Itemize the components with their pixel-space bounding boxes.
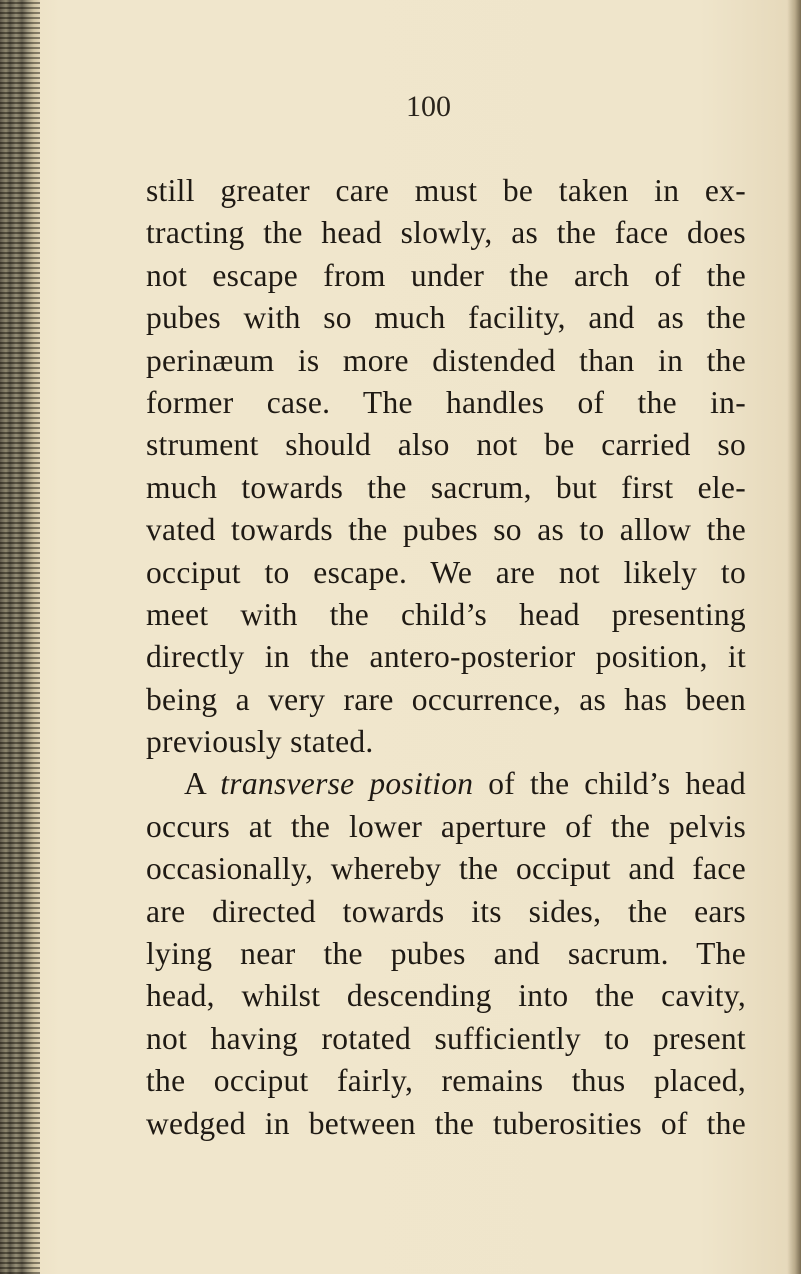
- text-line: directly in the antero-posterior position, it: [146, 639, 746, 675]
- text-line: much towards the sacrum, but first ele-: [146, 469, 746, 505]
- text-line: lying near the pubes and sacrum. The: [146, 936, 746, 972]
- text-line: not escape from under the arch of the: [146, 257, 746, 293]
- text-line: the occiput fairly, remains thus placed,: [146, 1063, 746, 1099]
- text-run: A: [184, 766, 221, 802]
- text-line: tracting the head slowly, as the face does: [146, 215, 746, 251]
- paragraph-opening-line: [146, 763, 746, 805]
- page-number: 100: [406, 90, 451, 123]
- text-line: occurs at the lower aperture of the pelvis: [146, 808, 746, 844]
- body-text: [146, 170, 746, 1145]
- text-run: of the child’s head: [473, 766, 746, 802]
- text-line: previously stated.: [146, 724, 374, 760]
- text-line: not having rotated sufficiently to present: [146, 1020, 746, 1056]
- text-line: pubes with so much facility, and as the: [146, 300, 746, 336]
- text-line: being a very rare occurrence, as has been: [146, 681, 746, 717]
- text-line: strument should also not be carried so: [146, 427, 746, 463]
- text-line: perinæum is more distended than in the: [146, 342, 746, 378]
- text-line: occasionally, whereby the occiput and face: [146, 851, 746, 887]
- text-line: vated towards the pubes so as to allow the: [146, 512, 746, 548]
- text-line: are directed towards its sides, the ears: [146, 893, 746, 929]
- text-line: meet with the child’s head presenting: [146, 596, 746, 632]
- text-line: wedged in between the tuberosities of the: [146, 1105, 746, 1141]
- text-line: head, whilst descending into the cavity,: [146, 978, 746, 1014]
- text-line: occiput to escape. We are not likely to: [146, 554, 746, 590]
- text-line: former case. The handles of the in-: [146, 384, 746, 420]
- text-line: still greater care must be taken in ex-: [146, 173, 746, 208]
- page-edge-shadow: [787, 0, 801, 1274]
- book-binding-edge: [0, 0, 40, 1274]
- emphasis-text: transverse position: [220, 766, 474, 802]
